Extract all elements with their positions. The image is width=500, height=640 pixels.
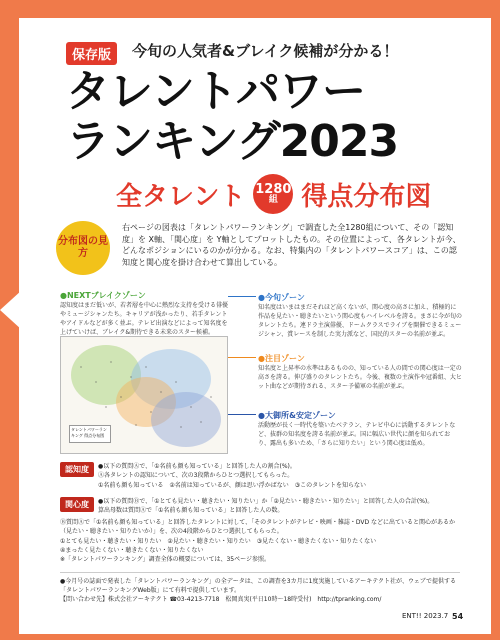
kanshin-label: 関心度 [60,497,94,512]
next-zone-text: 認知度はまだ低いが、若者層を中心に熱烈な支持を受ける俳優やミュージシャンたち。キャリアが浅かったり、若手タレントやアイドルなどが多く並ぶ。テレビ出演などによって知名度を上げていけば、ブレイク&期待できる未来のスター候補。 [60,302,229,336]
howto-badge: 分布図の見方 [56,221,110,275]
ninchi-text: ●以下の質問Ⓐで、「①名前も顔も知っている」と回答した人の割合(%)。 Ⓐ各タレントの認知について、次の3段階からひとつ選択してもらった。 ①名前も顔も知っている ②名前は知っているが、顔は思い浮かばない ③このタレントを知らない [98,463,366,489]
ogosho-zone-title: ●大御所&安定ゾーン [258,411,336,420]
subtitle-left: 全タレント [116,181,246,212]
chumoku-leader-line [228,357,256,358]
ima-zone-title: ●今旬ゾーン [258,293,305,302]
hozonban-badge: 保存版 [66,42,117,65]
ogosho-zone-text: 活動歴が長く一時代を築いたベテラン、テレビ中心に活動するタレントなど、抜群の知名度を誇る名前が並ぶ。国に幅広い世代に顔を知られており、露出も多いため、「さらに知りたい」という関心度は低め。 [258,422,456,447]
count-badge [253,174,293,214]
chart-title-box [69,425,111,443]
chumoku-zone-text: 知名度と上昇率の水準はあるものの、知っている人の間での関心度は一定の高さを誇る。伸び盛りのタレントたち。今後、複数の主演作や冠番組、大ヒット曲などが期待される、スター予備軍の名前が並ぶ。 [258,365,462,390]
ima-zone-text: 知名度はいまはまだそれほど高くないが、関心度の高さに加え、積極的に作品を見たい・聴きたいという関心度もハイレベルを誇る。まさに今が旬のタレントたち。連ドラ主演俳優、ドームクラスでライブを開催できるミュージシャン、賞レースを制した実力派など、国民的スターの名前が並ぶ。 [258,304,463,338]
howto-text: 右ページの図表は「タレントパワーランキング」で調査した全1280組について、その「認知度」を X軸、「関心度」を Y軸としてプロットしたもの。その位置によって、各タレントが今、どんなポジションにいるのかが分かる。なお、特集内の「タレントパワースコア」は、この認知度と関心度を掛け合わせて算出している。 [122,223,461,267]
survey-note: ※「タレントパワーランキング」調査全体の概要については、35ページ参照。 [60,556,270,563]
chart-title: タレントパワーランキング 得点分布図 [71,427,107,438]
kanshin-text: ●以下の質問Ⓑで、「①とても見たい・聴きたい・知りたい」か「②見たい・聴きたい・知りたい」と回答した人の合計(%)。 算出母数は質問Ⓐで「①名前も顔も知っている」と回答した人の数。 [98,498,434,515]
question-b-text: Ⓑ質問Ⓐで「①名前も顔も知っている」と回答したタレントに対して、「そのタレントがテレビ・映画・雑誌・DVD などに出ていると関心があるか（見たい・聴きたい・知りたいか）」を、次の4段階からひとつ選択してもらった。 ①とても見たい・聴きたい・知りたい ②見たい・聴きたい・知りたい ③見たくない・聴きたくない・知りたくない ④まったく見たくない・聴きたくない・知りたくない [60,519,455,554]
count-number: 1280 [255,182,292,197]
page-number: 54 [452,612,464,621]
subtitle-row [116,174,431,214]
count-unit: 組 [268,195,278,205]
ninchi-label: 認知度 [60,462,94,477]
chumoku-zone-title: ●注目ゾーン [258,354,305,363]
magazine-name: ENT!! 2023.7 [402,612,449,620]
footer-text: ●今月号の誌面で発表した「タレントパワーランキング」の全データは、この調査を3カ月に1度実施しているアーキテクト社が、ウェブで提供する「タレントパワーランキングWeb版」にて有料で提供しています。 【問い合わせ先】株式会社アーキテクト ☎03-4213-7718 松岡真実(平日10時～18時受付) http://tpranking.com/ [60,578,456,603]
footer-divider [60,572,460,573]
next-zone-title: ●NEXTブレイクゾーン [60,291,146,300]
subtitle-right: 得点分布図 [301,181,432,212]
tagline: 今旬の人気者&ブレイク候補が分かる！ [132,42,399,60]
ima-leader-line [228,296,256,297]
title-line-1: タレントパワー [66,66,366,117]
ogosho-leader-line [228,414,256,415]
title-line-2: ランキング2023 [66,116,399,167]
distribution-chart-thumbnail [60,336,228,454]
